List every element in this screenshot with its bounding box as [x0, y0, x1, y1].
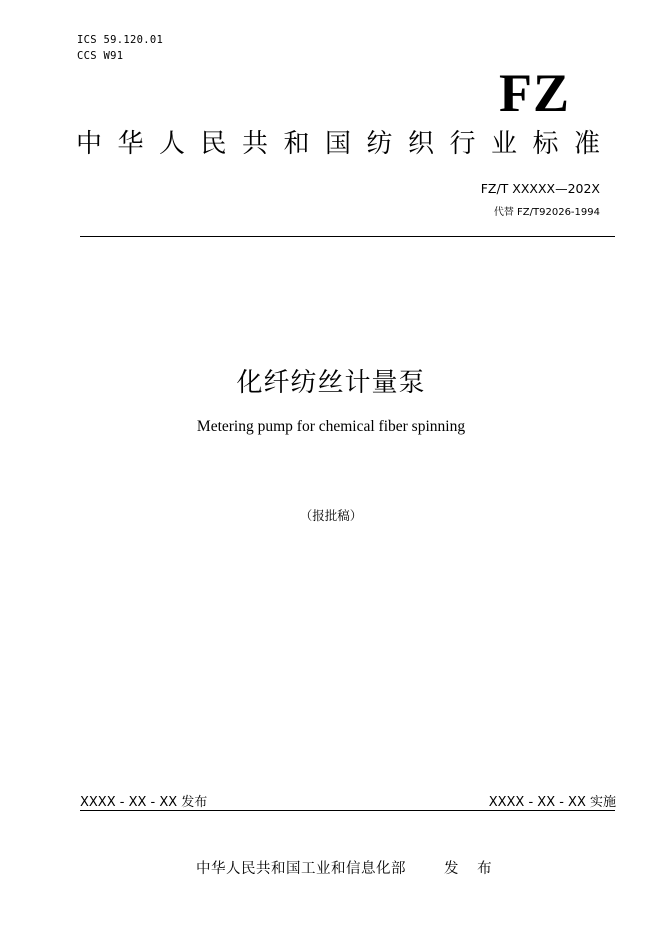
- publisher: 中华人民共和国工业和信息化部: [196, 861, 406, 877]
- fz-logo: FZ: [498, 63, 570, 123]
- replaces-standard: 代替 FZ/T92026-1994: [493, 207, 600, 218]
- standard-number: FZ/T XXXXX—202X: [480, 181, 600, 196]
- implementation-date: XXXX - XX - XX 实施: [488, 795, 616, 810]
- draft-status: （报批稿）: [299, 508, 363, 523]
- top-divider: [80, 236, 615, 237]
- document-title: 化纤纺丝计量泵: [236, 368, 426, 398]
- standard-title: 中华人民共和国纺织行业标准: [76, 129, 616, 159]
- ics-code: ICS 59.120.01: [77, 34, 164, 46]
- document-title-english: Metering pump for chemical fiber spinning: [196, 418, 466, 435]
- publish-label: 发 布: [444, 861, 499, 877]
- ccs-code: CCS W91: [77, 50, 124, 62]
- bottom-divider: [80, 810, 615, 811]
- issue-date: XXXX - XX - XX 发布: [80, 795, 208, 810]
